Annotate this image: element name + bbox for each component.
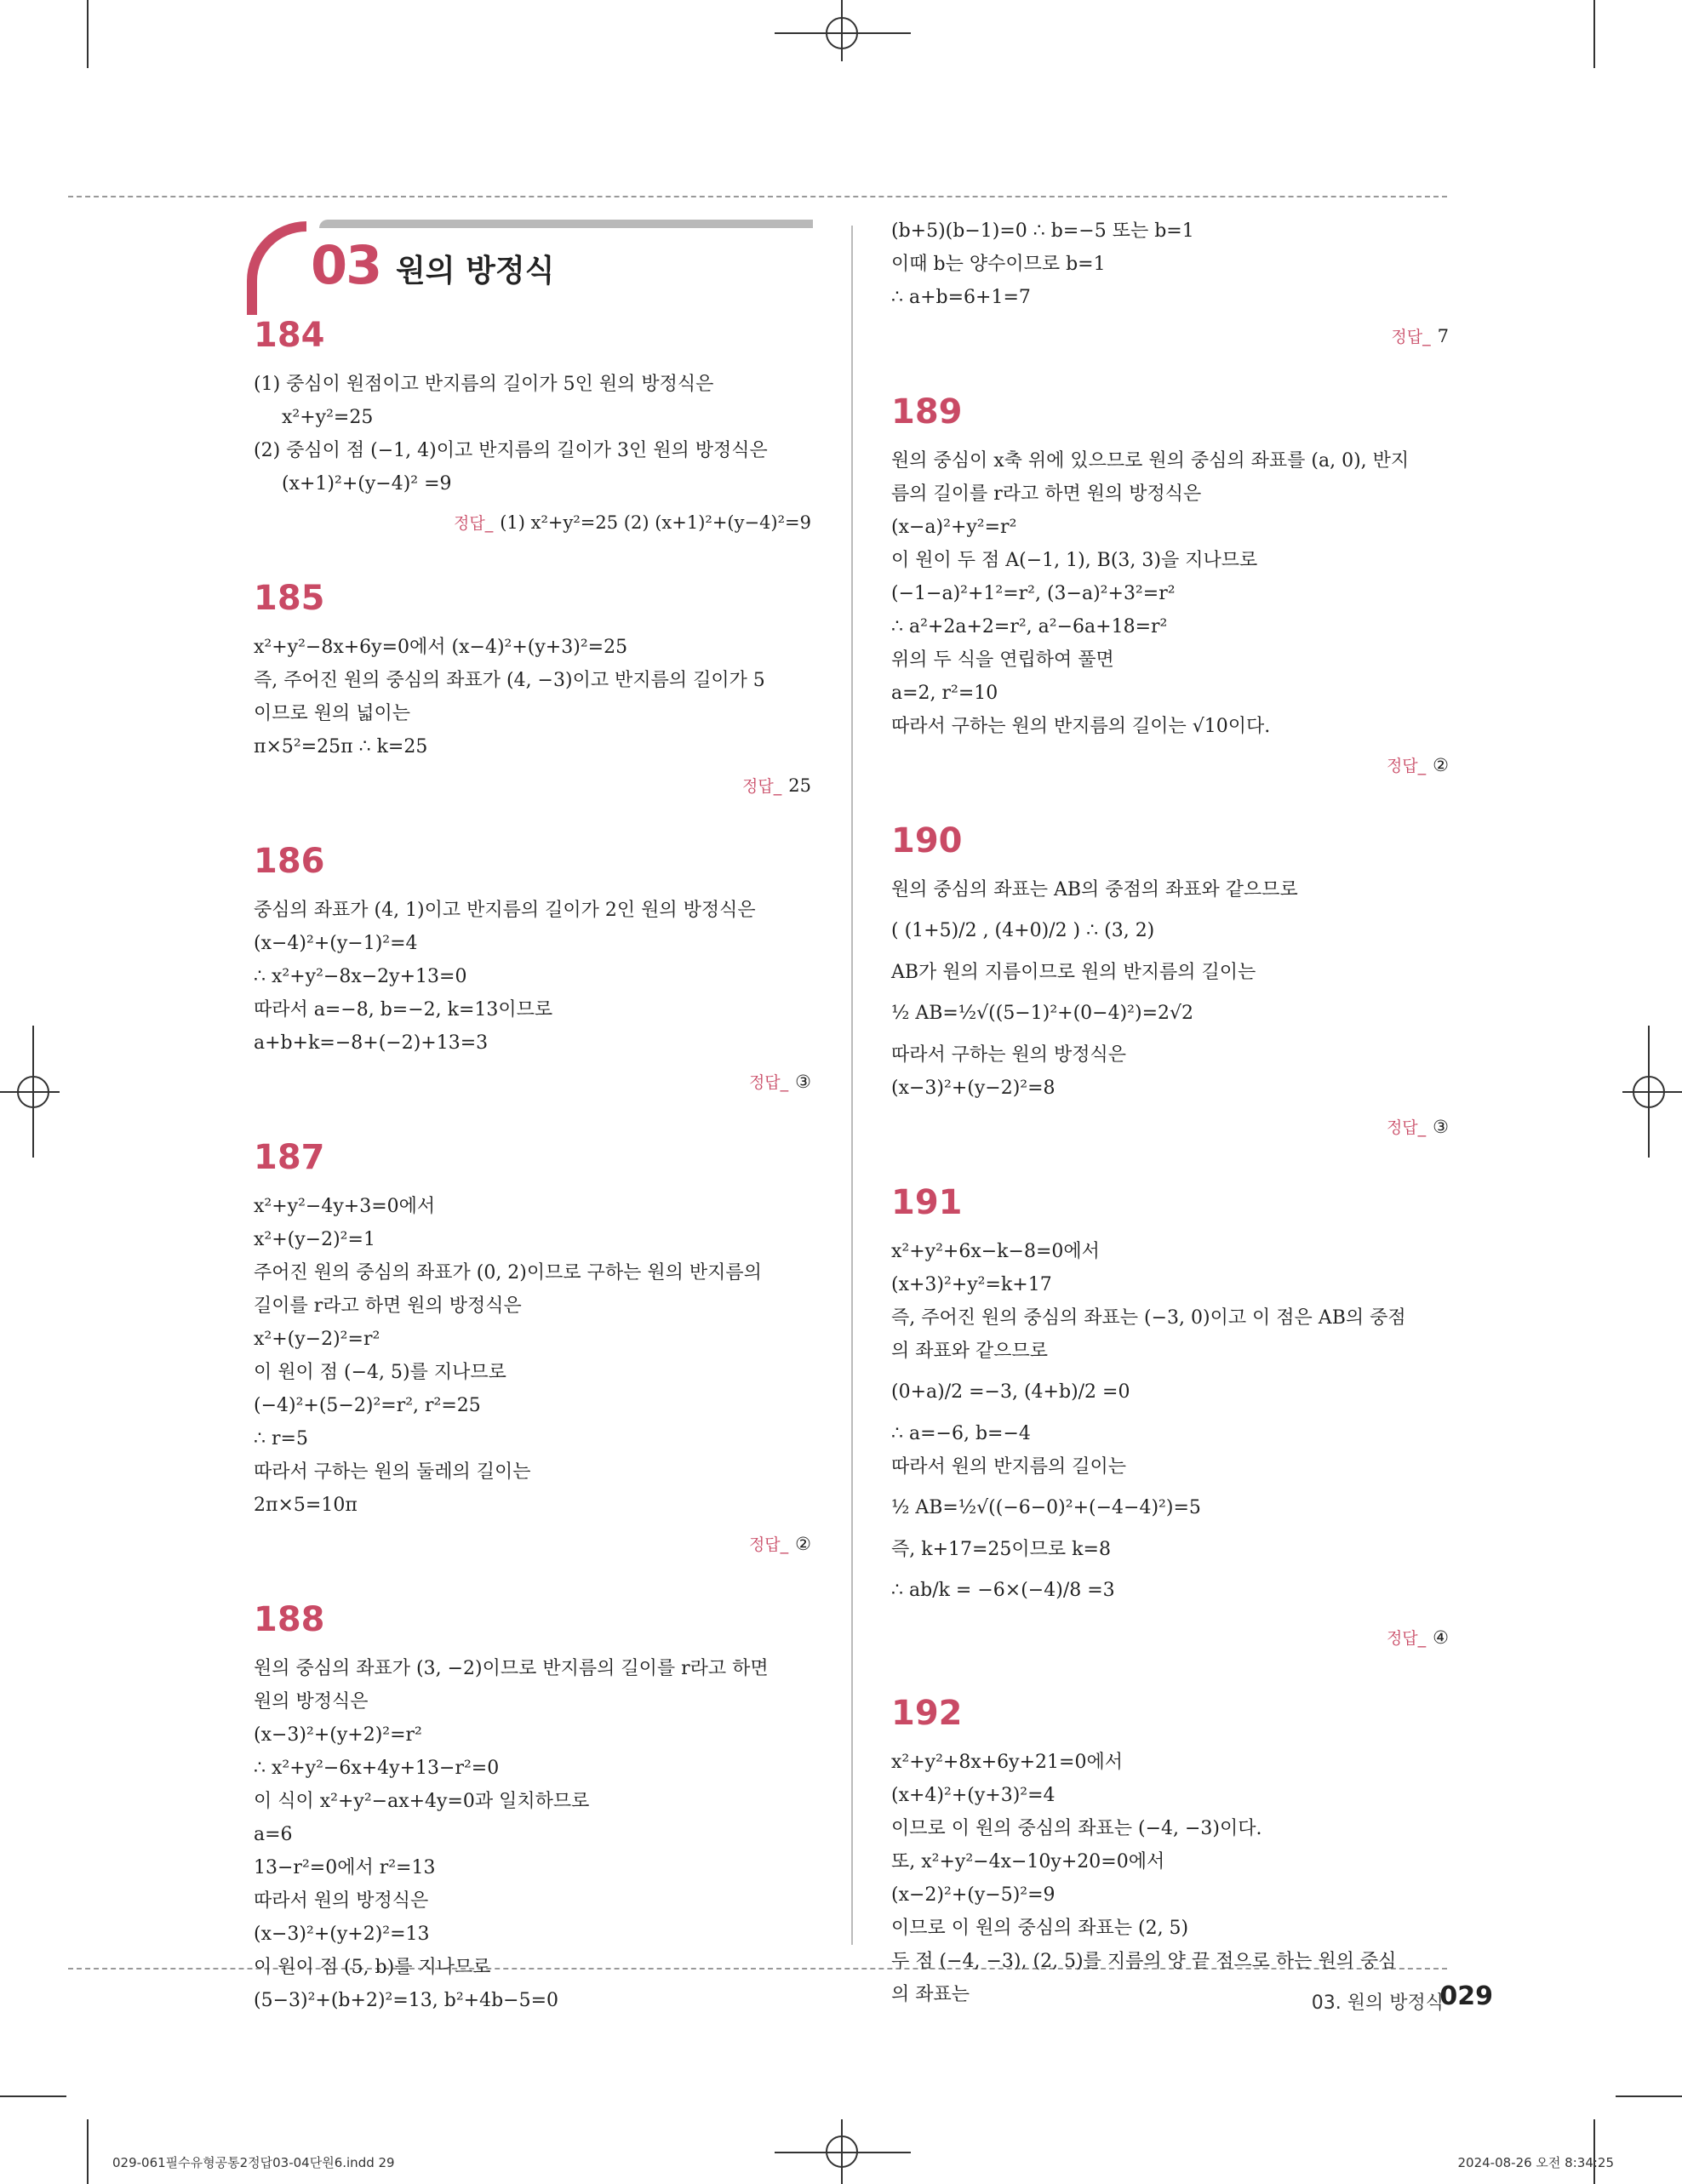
solution-line: (x−4)²+(y−1)²=4 <box>254 933 418 954</box>
problem-block <box>891 820 1449 1143</box>
solution-line: ∴ x²+y²−8x−2y+13=0 <box>254 966 467 987</box>
solution-line: 두 점 (−4, −3), (2, 5)를 지름의 양 끝 점으로 하는 원의 중심 <box>891 1951 1397 1972</box>
solution-line: 이므로 이 원의 중심의 좌표는 (−4, −3)이다. <box>891 1818 1262 1839</box>
solution-line: x²+(y−2)²=1 <box>254 1229 375 1250</box>
solution-line: x²+y²−8x+6y=0에서 (x−4)²+(y+3)²=25 <box>254 637 628 658</box>
solution-line: 위의 두 식을 연립하여 풀면 <box>891 649 1114 671</box>
solution-line: ½ AB=½√((5−1)²+(0−4)²)=2√2 <box>891 1003 1194 1024</box>
solution-line: 이므로 원의 넓이는 <box>254 703 411 724</box>
solution-line: 즉, 주어진 원의 중심의 좌표는 (−3, 0)이고 이 점은 AB의 중점 <box>891 1307 1406 1329</box>
left-column <box>254 315 811 2056</box>
problem-block <box>891 1182 1449 1654</box>
solution-line: (x+1)²+(y−4)² =9 <box>282 473 452 495</box>
crop-mark-top-right <box>1593 0 1595 68</box>
chapter-number: 03 <box>311 234 381 296</box>
solution-line: 또, x²+y²−4x−10y+20=0에서 <box>891 1851 1165 1872</box>
solution-line: AB가 원의 지름이므로 원의 반지름의 길이는 <box>891 962 1256 983</box>
solution-line: 원의 중심이 x축 위에 있으므로 원의 중심의 좌표를 (a, 0), 반지 <box>891 450 1410 472</box>
solution-line: 이 원이 점 (−4, 5)를 지나므로 <box>254 1362 506 1383</box>
problem-number: 191 <box>891 1183 963 1222</box>
problem-number: 190 <box>891 821 963 860</box>
answer-label: 정답_ <box>1386 757 1427 775</box>
solution-line: a=6 <box>254 1824 293 1845</box>
solution-line: 주어진 원의 중심의 좌표가 (0, 2)이므로 구하는 원의 반지름의 <box>254 1262 762 1284</box>
right-column <box>891 214 1449 2050</box>
problem-number: 188 <box>254 1600 325 1639</box>
answer-value: (1) x²+y²=25 (2) (x+1)²+(y−4)²=9 <box>500 512 811 533</box>
problem-block <box>254 841 811 1098</box>
solution-line: (x−2)²+(y−5)²=9 <box>891 1884 1056 1906</box>
solution-line: (−1−a)²+1²=r², (3−a)²+3²=r² <box>891 583 1176 604</box>
dashed-rule-top <box>68 196 1447 197</box>
solution-line: ∴ r=5 <box>254 1428 308 1449</box>
solution-line: x²+y²+8x+6y+21=0에서 <box>891 1752 1123 1773</box>
solution-line: (x−3)²+(y−2)²=8 <box>891 1078 1056 1099</box>
page-number: 029 <box>1439 1981 1493 2011</box>
solution-line: 2π×5=10π <box>254 1495 358 1516</box>
solution-line: 즉, 주어진 원의 중심의 좌표가 (4, −3)이고 반지름의 길이가 5 <box>254 670 765 691</box>
answer-line <box>891 750 1449 781</box>
answer-line <box>254 770 811 802</box>
solution-line: (x−a)²+y²=r² <box>891 517 1017 538</box>
answer-label: 정답_ <box>742 777 782 796</box>
problem-number: 189 <box>891 392 963 432</box>
solution-line: 원의 중심의 좌표는 AB의 중점의 좌표와 같으므로 <box>891 879 1298 900</box>
solution-line: ∴ ab/k = −6×(−4)/8 =3 <box>891 1580 1115 1601</box>
answer-label: 정답_ <box>1386 1629 1427 1648</box>
solution-line: (5−3)²+(b+2)²=13, b²+4b−5=0 <box>254 1990 559 2011</box>
solution-line: 즉, k+17=25이므로 k=8 <box>891 1539 1111 1560</box>
solution-line: 원의 방정식은 <box>254 1691 369 1712</box>
solution-line: 이때 b는 양수이므로 b=1 <box>891 254 1106 275</box>
solution-line: 원의 중심의 좌표가 (3, −2)이므로 반지름의 길이를 r라고 하면 <box>254 1658 769 1679</box>
problem-number: 185 <box>254 579 325 618</box>
answer-label: 정답_ <box>748 1535 789 1554</box>
print-slug-timestamp: 2024-08-26 오전 8:34:25 <box>1457 2155 1614 2170</box>
solution-line: 따라서 원의 반지름의 길이는 <box>891 1456 1127 1478</box>
solution-line: π×5²=25π ∴ k=25 <box>254 736 428 758</box>
answer-value: 7 <box>1437 326 1449 346</box>
problem-block <box>254 315 811 539</box>
solution-line: 의 좌표는 <box>891 1984 970 2005</box>
solution-line: (b+5)(b−1)=0 ∴ b=−5 또는 b=1 <box>891 220 1194 242</box>
column-divider <box>851 226 853 1945</box>
crop-mark-top-left <box>87 0 89 68</box>
answer-value: ③ <box>795 1072 811 1092</box>
problem-block <box>891 214 1449 352</box>
answer-label: 정답_ <box>1391 328 1431 346</box>
problem-block <box>254 578 811 802</box>
answer-value: ③ <box>1433 1117 1449 1137</box>
solution-line: x²+y²=25 <box>282 407 374 428</box>
answer-line <box>891 1112 1449 1143</box>
answer-label: 정답_ <box>748 1073 789 1092</box>
solution-line: (x−3)²+(y+2)²=r² <box>254 1724 422 1746</box>
solution-line: 따라서 a=−8, b=−2, k=13이므로 <box>254 999 553 1021</box>
solution-line: 따라서 원의 방정식은 <box>254 1890 429 1912</box>
solution-line: (−4)²+(5−2)²=r², r²=25 <box>254 1395 481 1416</box>
answer-value: ② <box>1433 755 1449 775</box>
solution-line: 13−r²=0에서 r²=13 <box>254 1857 436 1878</box>
answer-line <box>254 1066 811 1098</box>
problem-block <box>254 1137 811 1560</box>
answer-line <box>891 321 1449 352</box>
solution-line: x²+y²−4y+3=0에서 <box>254 1196 436 1217</box>
answer-value: ② <box>795 1534 811 1554</box>
print-slug-file: 029-061필수유형공통2정답03-04단원6.indd 29 <box>112 2155 395 2170</box>
answer-value: ④ <box>1433 1627 1449 1648</box>
problem-number: 186 <box>254 842 325 881</box>
solution-line: 름의 길이를 r라고 하면 원의 방정식은 <box>891 483 1202 505</box>
problem-block <box>891 1693 1449 2011</box>
answer-line <box>254 507 811 539</box>
solution-line: (0+a)/2 =−3, (4+b)/2 =0 <box>891 1381 1130 1403</box>
answer-line <box>891 1622 1449 1654</box>
problem-number: 192 <box>891 1694 963 1733</box>
solution-line: 이므로 이 원의 중심의 좌표는 (2, 5) <box>891 1918 1189 1939</box>
solution-line: ∴ x²+y²−6x+4y+13−r²=0 <box>254 1758 500 1779</box>
solution-line: ½ AB=½√((−6−0)²+(−4−4)²)=5 <box>891 1497 1201 1518</box>
solution-line: 따라서 구하는 원의 반지름의 길이는 √10이다. <box>891 716 1271 737</box>
solution-line: 이 식이 x²+y²−ax+4y=0과 일치하므로 <box>254 1791 590 1812</box>
solution-line: ∴ a²+2a+2=r², a²−6a+18=r² <box>891 616 1168 637</box>
solution-line: 따라서 구하는 원의 방정식은 <box>891 1044 1127 1066</box>
answer-label: 정답_ <box>1386 1118 1427 1137</box>
solution-line: 이 원이 점 (5, b)를 지나므로 <box>254 1957 491 1978</box>
solution-line: 의 좌표와 같으므로 <box>891 1341 1049 1362</box>
solution-line: (1) 중심이 원점이고 반지름의 길이가 5인 원의 방정식은 <box>254 374 714 395</box>
answer-line <box>254 1529 811 1560</box>
solution-line: ( (1+5)/2 , (4+0)/2 ) ∴ (3, 2) <box>891 920 1155 941</box>
solution-line: 따라서 구하는 원의 둘레의 길이는 <box>254 1461 531 1483</box>
chapter-curve-ornament <box>247 221 306 315</box>
solution-line: (x−3)²+(y+2)²=13 <box>254 1924 430 1945</box>
solution-line: a=2, r²=10 <box>891 683 998 704</box>
solution-line: x²+(y−2)²=r² <box>254 1329 380 1350</box>
solution-line: 길이를 r라고 하면 원의 방정식은 <box>254 1295 522 1317</box>
answer-value: 25 <box>788 775 811 796</box>
solution-line: 이 원이 두 점 A(−1, 1), B(3, 3)을 지나므로 <box>891 550 1258 571</box>
footer-chapter-title: 03. 원의 방정식 <box>1311 1992 1444 2014</box>
problem-block <box>891 392 1449 781</box>
chapter-bar-ornament <box>319 220 813 228</box>
solution-line: x²+y²+6x−k−8=0에서 <box>891 1241 1100 1262</box>
problem-number: 184 <box>254 316 325 355</box>
solution-line: (2) 중심이 점 (−1, 4)이고 반지름의 길이가 3인 원의 방정식은 <box>254 440 768 461</box>
solution-line: (x+3)²+y²=k+17 <box>891 1274 1052 1295</box>
problem-block <box>254 1599 811 2017</box>
solution-line: ∴ a=−6, b=−4 <box>891 1423 1031 1444</box>
solution-line: (x+4)²+(y+3)²=4 <box>891 1785 1056 1806</box>
chapter-title: 원의 방정식 <box>396 254 555 289</box>
problem-number: 187 <box>254 1138 325 1177</box>
answer-label: 정답_ <box>454 514 494 533</box>
solution-line: a+b+k=−8+(−2)+13=3 <box>254 1032 489 1054</box>
solution-line: ∴ a+b=6+1=7 <box>891 287 1031 308</box>
solution-line: 중심의 좌표가 (4, 1)이고 반지름의 길이가 2인 원의 방정식은 <box>254 900 756 921</box>
